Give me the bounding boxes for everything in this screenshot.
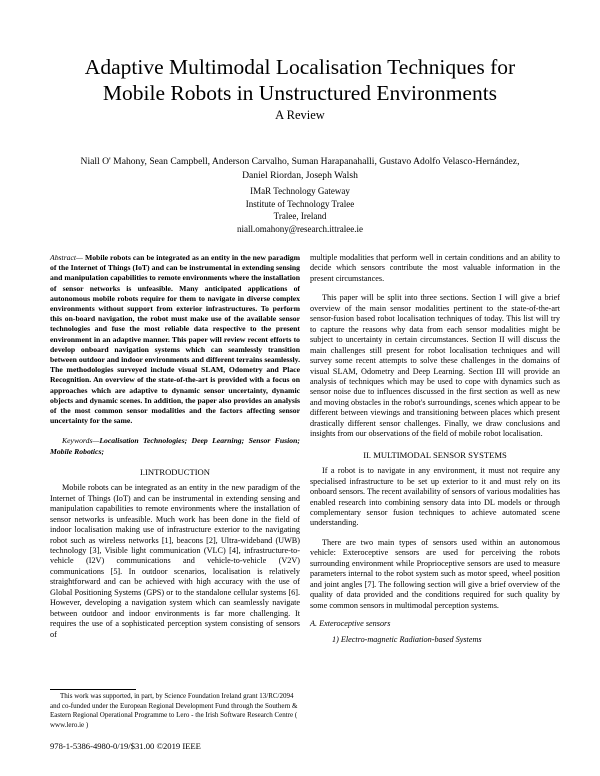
right-column <box>310 253 560 645</box>
keywords <box>50 436 300 456</box>
section-heading-introduction: I.INTRODUCTION <box>140 466 210 477</box>
paper-subtitle: A Review <box>275 108 325 122</box>
title-line-2: Mobile Robots in Unstructured Environments <box>102 81 498 105</box>
title-line-1: Adaptive Multimodal Localisation Techniques for <box>84 55 516 79</box>
sensors-paragraph-2: There are two main types of sensors used within an autonomous vehicle: Exteroceptive sensors are used for perceiving the robots surrounding environment while Proprioceptive sensors are used to measure parameters internal to the robot system such as motor speed, wheel position and joint angles [7]. The following section will give a brief overview of the quality of data provided and the conditions required for such quality by some common sensors in multimodal perception systems. <box>310 537 560 610</box>
outline-paragraph: This paper will be split into three sections. Section I will give a brief overview of the main sensor modalities pertinent to the state-of-the-art sensor-fusion based robot localisation techniques of today. This list will try to capture the reasons why data from each sensor modalities might be subject to uncertainty in certain circumstances. Section II will discuss the main challenges still present for robot localisation techniques and will survey some recent attempts to solve these challenges in the domains of visual SLAM, Odometry and Deep Learning. Section III will provide an analysis of techniques which may be used to cope with dynamics such as sensor noise due to influences discussed in the first section as well as new and moving obstacles in the robot's surroundings, scenes which appear to be different between viewings and transitioning between places which present drastically different sensor challenges. Finally, we draw conclusions and insights from our observations of the field of mobile robot localisation. <box>310 293 560 439</box>
funding-text: This work was supported, in part, by Science Foundation Ireland grant 13/RC/2094 and co-funded under the European Regional Development Fund through the Southern & Eastern Regional Operational Programme to Lero - the Irish Software Research Centre ( www.lero.ie ) <box>50 692 298 729</box>
abstract <box>50 253 300 426</box>
keywords-lead: Keywords— <box>62 436 100 446</box>
footnote-rule <box>50 689 136 690</box>
abstract-text: Mobile robots can be integrated as an entity in the new paradigm of the Internet of Things (IoT) and can be instrumental in extending sensing and manipulation capabilities to remote environments where the installation of sensor networks is unfeasible. Many anticipated applications of autonomous mobile robots require for them to navigate in diverse complex environments without support from exterior infrastructures. To perform this on-board navigation, the robot must make use of the available sensor technologies and fuse the most reliable data respective to the present environment in an adaptive manner. This paper will review recent efforts to develop onboard navigation systems which can seamlessly transition between outdoor and indoor environments and different terrains seamlessly. The methodologies surveyed include visual SLAM, Odometry and Place Recognition. An overview of the state-of-the-art is provided with a focus on approaches which are adaptive to dynamic sensor uncertainty, dynamic objects and dynamic scenes. In addition, the paper also provides an analysis of the most common sensor modalities and the factors affecting sensor uncertainty for the same. <box>50 253 300 426</box>
keywords-text: Localisation Technologies; Deep Learning; Sensor Fusion; Mobile Robotics; <box>50 436 300 456</box>
author-list <box>40 155 560 183</box>
authors-line-1: Niall O' Mahony, Sean Campbell, Anderson Carvalho, Suman Harapanahalli, Gustavo Adolfo Velasco-Hernández, <box>80 156 520 167</box>
sensors-paragraph-1: If a robot is to navigate in any environment, it must not require any specialised infrastructure to be set up exterior to it and must rely on its onboard sensors. The recent availability of sensors of various modalities has enabled research into combining sensory data into DL models or through complementary sensor fusion techniques to achieve automated scene understanding. <box>310 466 560 528</box>
affiliation <box>40 185 560 235</box>
section-heading-multimodal: II. MULTIMODAL SENSOR SYSTEMS <box>363 449 507 460</box>
subsection-heading-exteroceptive: A. Exteroceptive sensors <box>310 619 391 629</box>
isbn-copyright: 978-1-5386-4980-0/19/$31.00 ©2019 IEEE <box>50 741 201 751</box>
paper-title <box>40 54 560 106</box>
intro-paragraph: Mobile robots can be integrated as an entity in the new paradigm of the Internet of Things (IoT) and can be instrumental in extending sensing and manipulation capabilities to remote environments where the installation of sensor networks is unfeasible. Much work has been done in the field of indoor localisation making use of infrastructure exterior to the navigating robot such as wireless networks [1], beacons [2], Ultra-wideband (UWB) technology [3], Visible light communication (VLC) [4], infrastructure-to-vehicle (I2V) communications and vehicle-to-vehicle (V2V) communications [5]. In outdoor scenarios, localisation is relatively straightforward and can be achieved with high accuracy with the use of Global Positioning Systems (GPS) or to the standalone cellular systems [6]. However, developing a navigation system which can seamlessly navigate between outdoor and indoor environments is far more challenging. It requires the use of a sophisticated perception system consisting of sensors of <box>50 483 300 639</box>
intro-paragraph-continued: multiple modalities that perform well in certain conditions and an ability to decide which sensors contribute the most valuable information in the present circumstances. <box>310 253 560 283</box>
affiliation-org: IMaR Technology Gateway <box>250 186 350 196</box>
affiliation-institute: Institute of Technology Tralee <box>245 198 355 209</box>
affiliation-location: Tralee, Ireland <box>273 211 327 222</box>
authors-line-2: Daniel Riordan, Joseph Walsh <box>242 170 358 181</box>
left-column <box>50 253 300 640</box>
funding-footnote <box>50 692 300 730</box>
subsubsection-heading-em: 1) Electro-magnetic Radiation-based Systems <box>332 634 482 644</box>
author-email[interactable]: niall.omahony@research.ittralee.ie <box>237 223 363 234</box>
abstract-lead: Abstract— <box>50 253 83 262</box>
